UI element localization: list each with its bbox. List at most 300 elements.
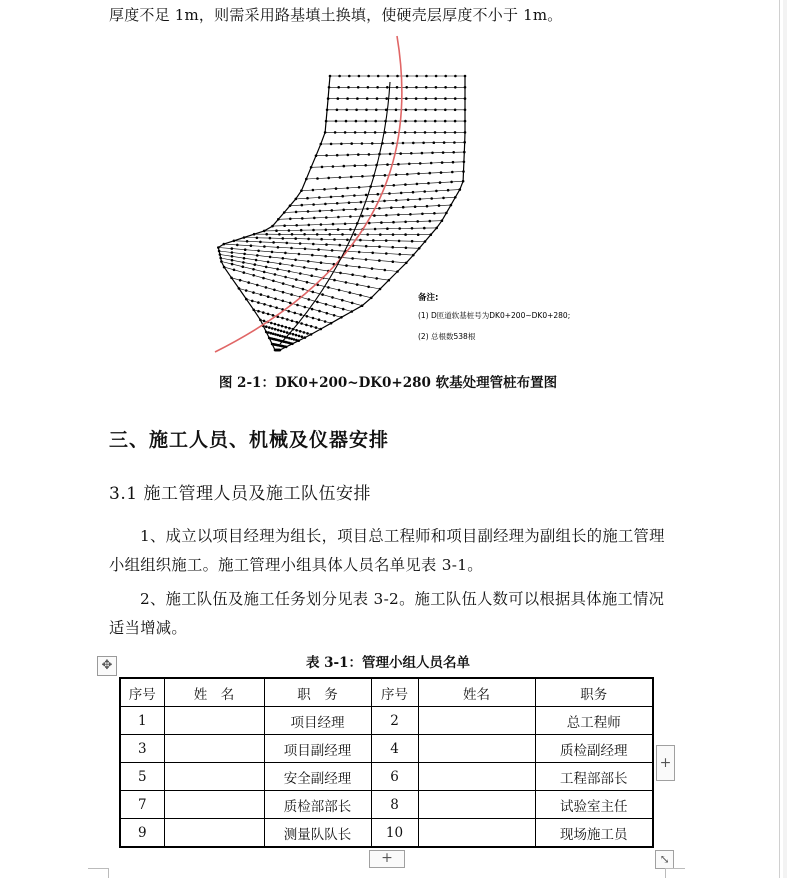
table-row [120,791,653,819]
pile-point [355,109,358,112]
pile-point [445,212,448,215]
add-column-button[interactable] [656,745,675,781]
table-cell[interactable]: 试验室主任 [535,791,653,819]
pile-point [391,246,394,249]
pile-point [324,131,327,134]
pile-point [312,317,315,320]
pile-point [417,172,420,175]
pile-point [304,248,307,251]
header-cell[interactable]: 职 务 [264,678,371,707]
pile-point [270,332,273,335]
figure-note-2: (2) 总根数538根 [418,332,476,341]
table-cell[interactable]: 项目副经理 [264,735,371,763]
plus-icon: + [381,850,393,866]
pile-point [379,288,382,291]
pile-point [393,184,396,187]
pile-point [395,109,398,112]
pile-point [317,248,320,251]
pile-point [320,223,323,226]
pile-point [277,334,280,337]
pile-point [454,75,457,78]
pile-point [330,196,333,199]
pile-point [374,131,377,134]
pile-point [281,317,284,320]
pile-point [374,120,377,123]
pile-point [320,261,323,264]
pile-point [255,259,258,262]
pile-point [404,233,407,236]
pile-point [316,233,319,236]
pile-point [360,201,363,204]
pile-point [231,263,234,266]
paragraph-1-text: 1、成立以项目经理为组长，项目总工程师和项目副经理为副组长的施工管理小组组织施工。施工管理小组具体人员名单见表 3-1。 [109,527,665,574]
pile-point [342,308,345,311]
pile-point [453,141,456,144]
pile-point [303,266,306,269]
pile-point [367,75,370,78]
pile-point [307,210,310,213]
pile-point [245,298,248,301]
header-cell[interactable]: 姓 名 [164,678,264,707]
pile-point [263,271,266,274]
pile-point [285,326,288,329]
pile-point [242,261,245,264]
pile-point [277,246,280,249]
pile-point [277,218,280,221]
pile-point [328,86,331,89]
pile-point [280,330,283,333]
pile-point [254,263,257,266]
pile-point [275,306,278,309]
pile-point [395,199,398,202]
pile-point [271,251,274,254]
pile-point [417,233,420,236]
pile-point [404,183,407,186]
pile-point [372,239,375,242]
pile-point [444,75,447,78]
pile-point [459,188,462,191]
header-cell[interactable]: 序号 [371,678,418,707]
pile-point [366,97,369,100]
header-cell[interactable]: 姓名 [418,678,535,707]
pile-point [310,333,313,336]
pile-point [410,152,413,155]
pile-point [450,181,453,184]
pile-point [353,194,356,197]
pile-point [293,338,296,341]
pile-point [419,162,422,165]
pile-point [423,190,426,193]
pile-point [339,272,342,275]
pile-point [219,253,222,256]
pile-point [399,253,402,256]
pile-point [321,293,324,296]
pile-point [424,240,427,243]
pile-point [415,97,418,100]
pile-point [285,346,288,349]
table-cell[interactable]: 测量队队长 [264,819,371,848]
pile-point [217,246,220,249]
pile-point [336,109,339,112]
pile-point [442,197,445,200]
pile-point [269,237,272,240]
pile-point [371,142,374,145]
pile-point [296,304,299,307]
table-row [120,763,653,791]
pile-point [220,260,223,263]
pile-point [273,289,276,292]
pile-point [387,75,390,78]
pile-point [349,228,352,231]
pile-point [431,152,434,155]
pile-point [263,303,266,306]
pile-point [329,233,332,236]
pile-point [331,296,334,299]
pile-point [274,333,277,336]
pile-point [233,269,236,272]
pile-point [402,206,405,209]
table-cell[interactable]: 工程部部长 [535,763,653,791]
pile-point [414,131,417,134]
pile-point [252,291,255,294]
pile-point [349,215,352,218]
pile-point [405,247,408,250]
pile-point [400,192,403,195]
pile-point [367,286,370,289]
pile-point [336,154,339,157]
pile-point [300,313,303,316]
table-move-handle[interactable] [97,656,117,676]
pile-point [365,120,368,123]
pile-point [239,279,242,282]
table-cell[interactable]: 8 [371,791,418,819]
pile-point [412,142,415,145]
pile-point [386,163,389,166]
pile-point [318,318,321,321]
pile-point [392,142,395,145]
pile-point [444,109,447,112]
pile-point [416,75,419,78]
paragraph-2 [109,585,669,643]
pile-point [438,204,441,207]
pile-point [346,97,349,100]
pile-point [366,208,369,211]
pile-point [257,301,260,304]
pile-point [421,152,424,155]
pile-point [282,300,285,303]
pile-point [418,247,421,250]
pile-point [398,240,401,243]
pile-point [291,320,294,323]
pile-point [310,274,313,277]
pile-point [326,312,329,315]
pile-point [295,211,298,214]
pile-point [429,220,432,223]
pile-point [295,278,298,281]
pile-point [430,162,433,165]
table-cell[interactable]: 总工程师 [535,707,653,735]
pile-point [454,131,457,134]
table-cell[interactable] [164,735,264,763]
pile-point [291,233,294,236]
pile-point [375,277,378,280]
pile-point [411,240,414,243]
pile-point [354,131,357,134]
pile-point [284,276,287,279]
pile-point [333,279,336,282]
pile-point [286,318,289,321]
pile-point [251,300,254,303]
pile-point [349,291,352,294]
pile-point [454,86,457,89]
pile-point [282,291,285,294]
pile-point [348,75,351,78]
pile-point [463,161,466,164]
table-cell[interactable] [164,707,264,735]
pile-point [444,86,447,89]
pile-point [281,325,284,328]
pile-point [246,240,249,243]
pile-point [268,326,271,329]
pile-point [415,86,418,89]
table-cell[interactable] [418,791,535,819]
pile-point [253,233,256,236]
pile-point [412,191,415,194]
pile-point [358,186,361,189]
pile-point [414,109,417,112]
pile-point [347,86,350,89]
pile-point [424,120,427,123]
table-cell[interactable] [418,735,535,763]
pile-point [444,97,447,100]
table-cell[interactable]: 质检副经理 [535,735,653,763]
staff-table [119,677,654,848]
table-cell[interactable]: 9 [120,819,164,848]
pile-point [339,244,342,247]
pile-point [404,221,407,224]
pile-point [375,109,378,112]
pile-point [269,256,272,259]
pile-point [388,279,391,282]
table-caption: 表 3-1：管理小组人员名单 [305,655,471,671]
pile-point [338,289,341,292]
pile-point [318,196,321,199]
pile-point [277,324,280,327]
add-row-button[interactable] [369,850,405,868]
table-cell[interactable]: 质检部部长 [264,791,371,819]
pile-point [379,233,382,236]
pile-point [454,120,457,123]
pile-point [298,253,301,256]
pile-point [338,75,341,78]
pile-point [231,255,234,258]
pile-point [333,314,336,317]
pile-point [301,335,304,338]
pile-point [256,254,259,257]
table-cell[interactable]: 1 [120,707,164,735]
pile-point [337,216,340,219]
table-cell[interactable]: 项目经理 [264,707,371,735]
pile-point [357,153,360,156]
pile-point [376,86,379,89]
pile-point [325,303,328,306]
table-cell[interactable]: 安全副经理 [264,763,371,791]
table-cell[interactable] [418,707,535,735]
table-cell[interactable] [164,763,264,791]
pile-point [287,310,290,313]
pile-point [377,75,380,78]
pile-point [290,247,293,250]
pile-point [356,283,359,286]
pile-point [423,227,426,230]
table-cell[interactable] [164,791,264,819]
pile-point [269,305,272,308]
paragraph-1 [109,522,669,580]
pile-point [274,298,277,301]
pile-point [345,264,348,267]
pile-point [464,131,467,134]
pile-point [358,266,361,269]
pile-point [315,326,318,329]
pile-point [385,239,388,242]
table-cell[interactable]: 6 [371,763,418,791]
table-cell[interactable]: 2 [371,707,418,735]
pile-point [272,314,275,317]
pile-point [429,172,432,175]
pile-point [405,97,408,100]
pile-point [265,286,268,289]
pile-point [364,164,367,167]
pile-point [259,241,262,244]
pile-point [295,334,298,337]
pile-point [252,268,255,271]
pile-point [338,256,341,259]
pile-point [272,241,275,244]
pile-point [414,205,417,208]
pile-point [318,310,321,313]
pile-point [288,229,291,232]
pile-point [435,227,438,230]
pile-point [231,247,234,250]
pile-point [288,337,291,340]
pile-point [435,86,438,89]
pile-point [260,293,263,296]
pile-point [463,151,466,154]
table-cell[interactable]: 现场施工员 [535,819,653,848]
pile-point [383,200,386,203]
table-cell[interactable] [418,819,535,848]
pile-point [247,281,250,284]
pile-point [305,324,308,327]
pile-point [281,335,284,338]
header-cell[interactable]: 序号 [120,678,164,707]
pile-point [447,189,450,192]
pile-point [434,109,437,112]
pile-point [392,233,395,236]
table-cell[interactable]: 3 [120,735,164,763]
pile-point [324,203,327,206]
table-cell[interactable]: 7 [120,791,164,819]
plus-icon: + [659,755,672,771]
pile-point [262,277,265,280]
pile-point [286,242,289,245]
pile-point [364,131,367,134]
pile-point [303,331,306,334]
pile-point [326,109,329,112]
pile-point [312,229,315,232]
pile-point [359,239,362,242]
pile-point [430,197,433,200]
pile-point [301,204,304,207]
pile-point [320,328,323,331]
margin-mark-right-v [665,868,666,878]
pile-point [263,320,266,323]
pile-point [344,131,347,134]
pile-point [433,141,436,144]
pile-point [464,120,467,123]
pile-point [282,237,285,240]
pile-point [311,308,314,311]
pile-point [325,120,328,123]
pile-point [279,334,282,337]
pile-point [378,207,381,210]
pile-point [327,286,330,289]
pile-point [336,202,339,205]
pile-point [262,311,265,314]
pile-point [289,218,292,221]
pile-point [354,164,357,167]
pile-point [464,75,467,78]
pile-point [257,310,260,313]
pile-point [384,269,387,272]
pile-point [342,209,345,212]
pile-point [243,271,246,274]
pile-point [332,223,335,226]
table-cell[interactable]: 4 [371,735,418,763]
pile-point [324,255,327,258]
pile-point [357,86,360,89]
header-cell[interactable]: 职务 [535,678,653,707]
subsection-heading: 3.1 施工管理人员及施工队伍安排 [109,484,371,504]
pile-point [416,220,419,223]
pile-point [312,189,315,192]
pile-point [320,143,323,146]
pile-point [350,142,353,145]
table-resize-handle[interactable] [655,850,674,869]
table-cell[interactable]: 5 [120,763,164,791]
pile-point [333,305,336,308]
pile-point [419,198,422,201]
table-cell[interactable]: 10 [371,819,418,848]
pile-point [243,236,246,239]
pile-point [464,97,467,100]
pile-point [283,224,286,227]
pile-point [295,339,298,342]
pile-point [346,239,349,242]
pile-point [292,333,295,336]
pile-point [451,171,454,174]
resize-diagonal-icon: ⤡ [659,852,670,866]
pile-point [373,214,376,217]
pile-point [325,216,328,219]
pile-point [443,141,446,144]
pile-point [310,325,313,328]
pile-point [398,227,401,230]
pile-point [310,166,313,169]
table-cell[interactable] [164,819,264,848]
pile-point [435,75,438,78]
table-cell[interactable] [418,763,535,791]
